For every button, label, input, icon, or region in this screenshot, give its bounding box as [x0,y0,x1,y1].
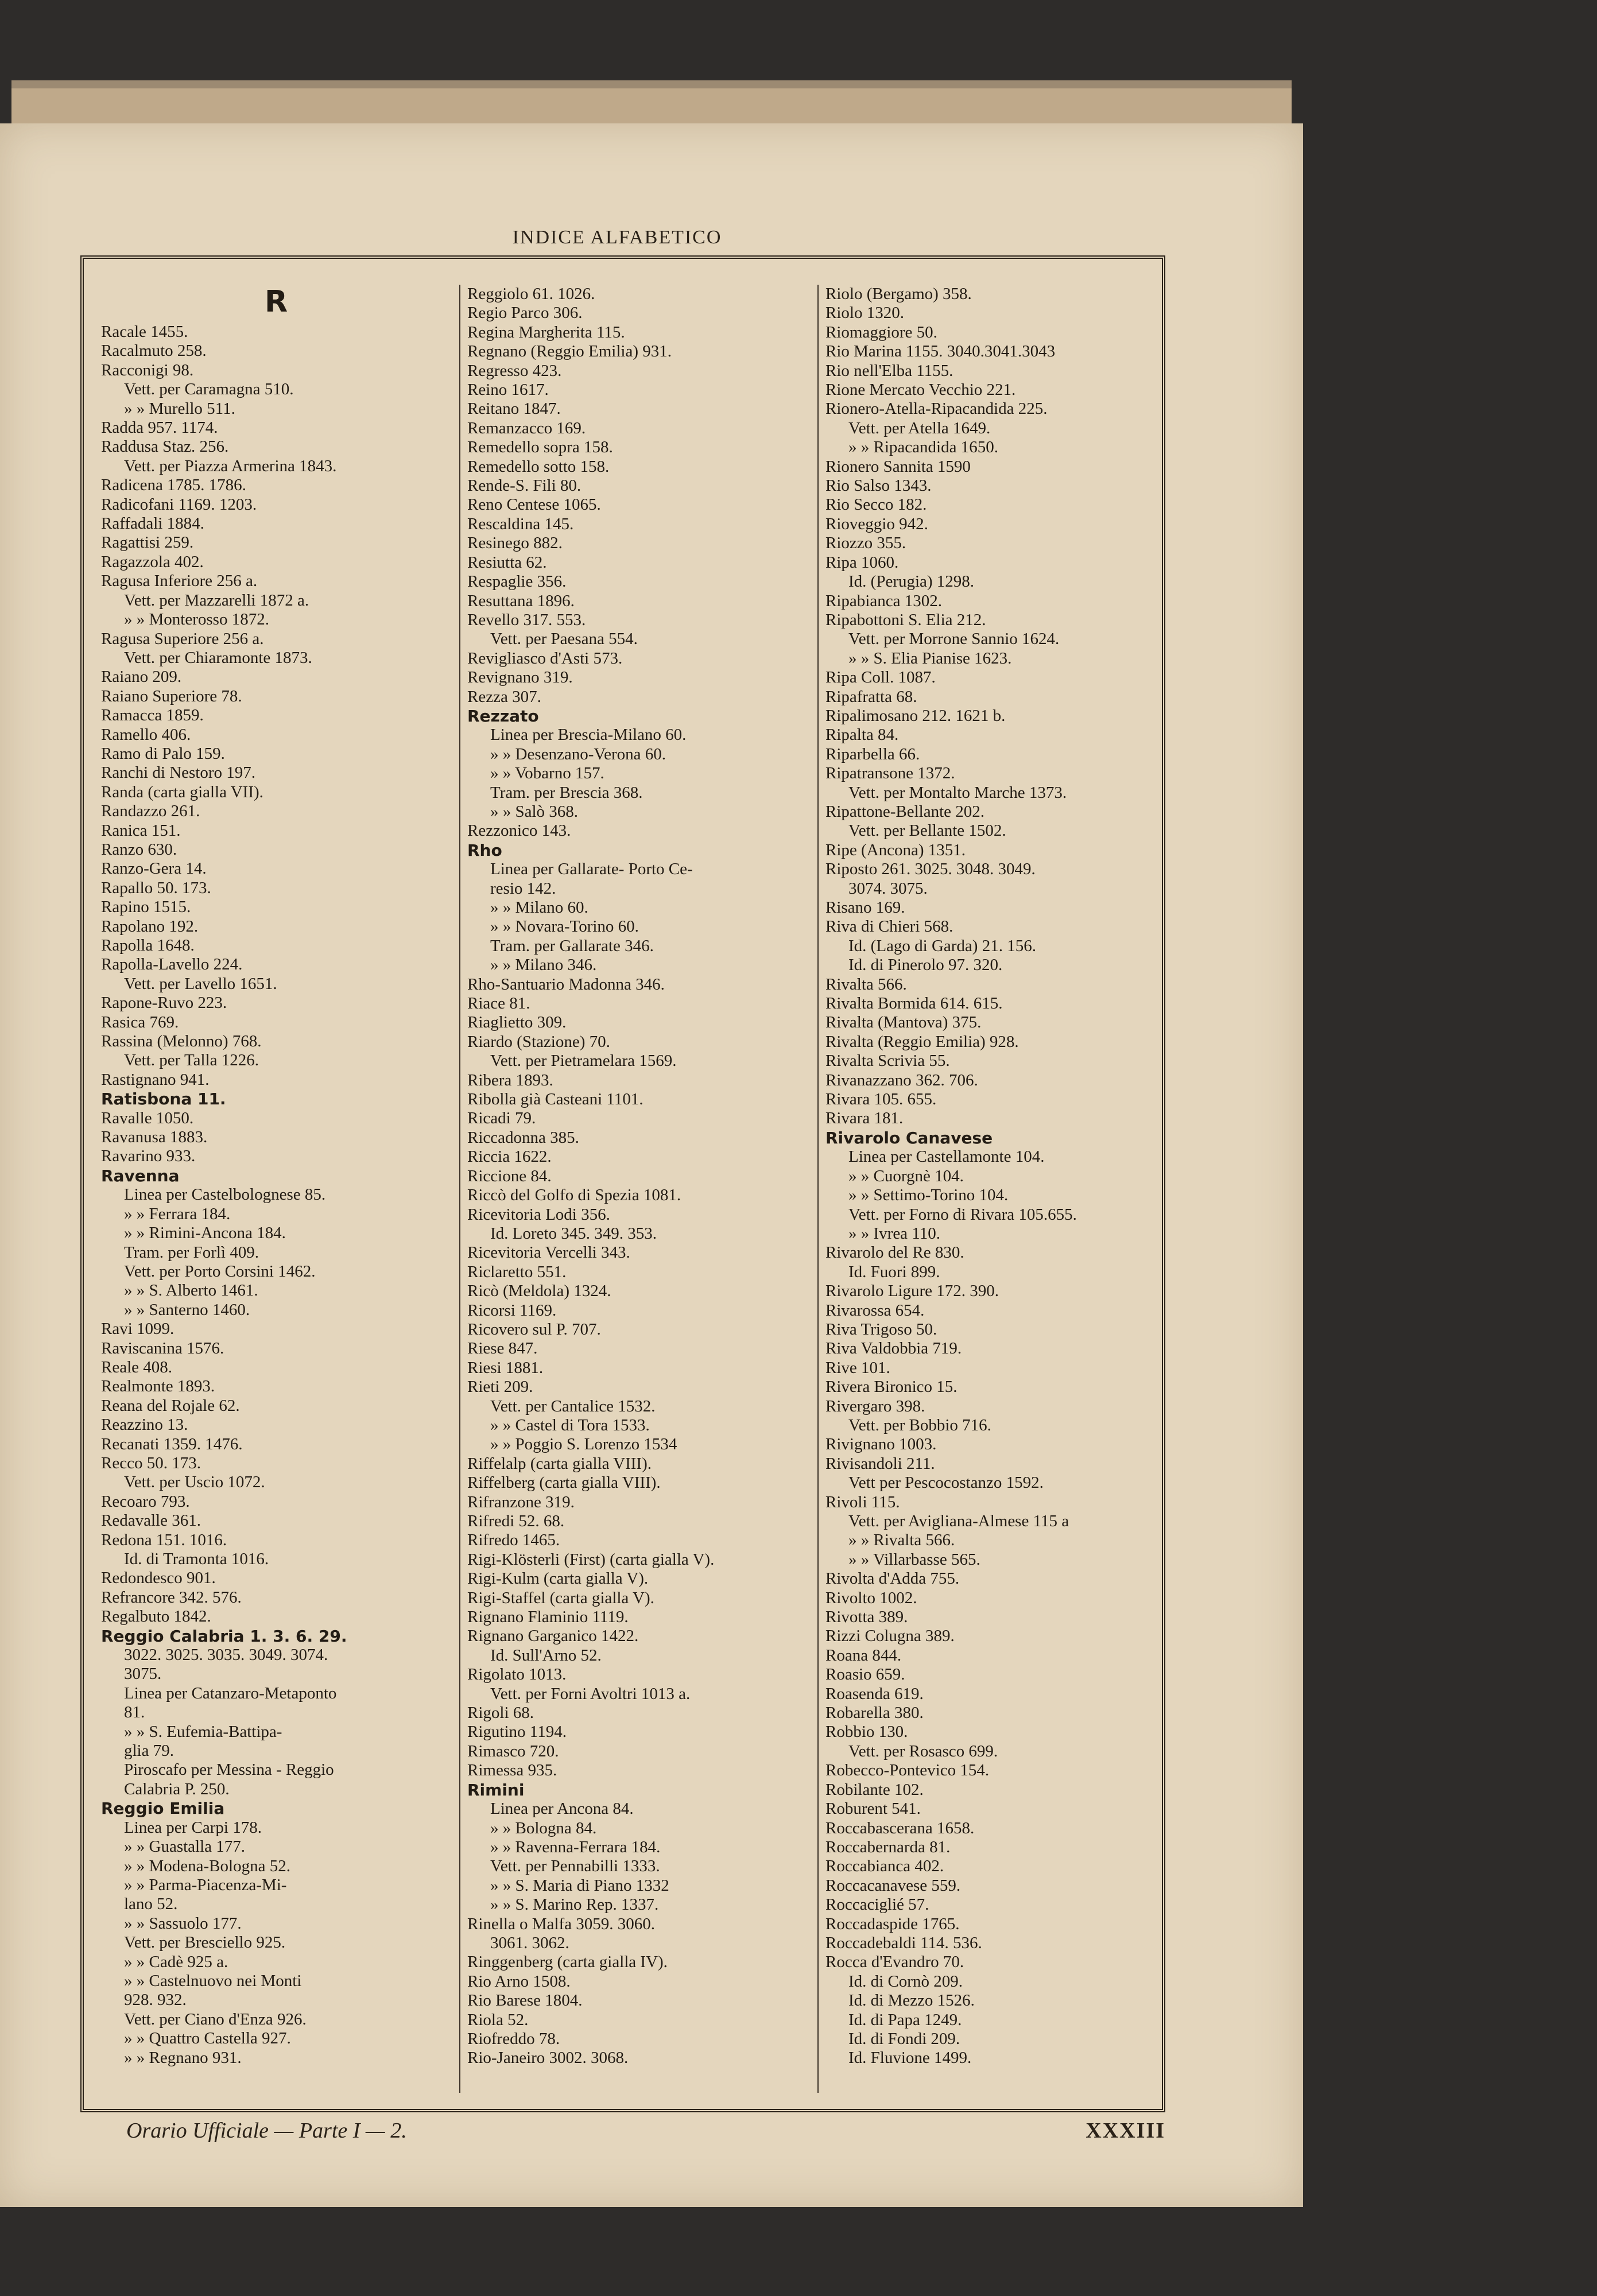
index-entry: Vett. per Atella 1649. [848,418,991,437]
index-entry: » » Milano 346. [490,956,597,975]
index-entry: Remanzacco 169. [467,418,586,437]
index-entry: Ramacca 1859. [101,706,204,725]
index-entry: Radda 957. 1174. [101,418,218,437]
index-entry: Ripafratta 68. [825,687,917,706]
index-entry: Ripalta 84. [825,726,899,744]
index-entry: Linea per Castellamonte 104. [848,1147,1045,1166]
index-entry: Ribolla già Casteani 1101. [467,1090,644,1109]
index-entry: Regina Margherita 115. [467,323,625,342]
index-entry: » » Parma-Piacenza-Mi- [124,1875,287,1894]
index-entry: Vett. per Chiaramonte 1873. [124,648,312,667]
index-entry: 3075. [124,1665,162,1684]
index-entry: Rivara 181. [825,1109,904,1128]
index-entry: Rionero-Atella-Ripacandida 225. [825,400,1048,418]
index-entry: Rigoli 68. [467,1704,534,1723]
index-entry: Rigolato 1013. [467,1665,567,1684]
index-entry: Roccabianca 402. [825,1857,944,1876]
index-entry: Rieti 209. [467,1378,533,1397]
index-entry: Riaglietto 309. [467,1013,567,1032]
index-entry: » » Bologna 84. [490,1818,597,1837]
index-entry: Ripa Coll. 1087. [825,668,936,687]
index-entry: Ricovero sul P. 707. [467,1320,601,1339]
index-entry: 3074. 3075. [848,879,928,898]
index-entry: » » Poggio S. Lorenzo 1534 [490,1435,677,1454]
index-entry: Ricorsi 1169. [467,1301,557,1320]
page-footer [126,2118,1165,2143]
index-entry: Vett. per Avigliana-Almese 115 a [848,1512,1069,1530]
index-entry: Riclaretto 551. [467,1262,567,1281]
index-entry: Robbio 130. [825,1723,908,1742]
index-entry: Rezzato [467,706,539,726]
index-entry: resio 142. [490,879,556,898]
index-entry: Rivolto 1002. [825,1588,917,1607]
index-entry: lano 52. [124,1895,178,1914]
index-entry: Rive 101. [825,1358,890,1377]
index-entry: Reino 1617. [467,381,549,400]
index-entry: Riozzo 355. [825,534,906,553]
index-entry: Id. Fuori 899. [848,1262,940,1281]
index-entry: Rasica 769. [101,1013,179,1031]
index-entry: Rescaldina 145. [467,514,574,533]
index-entry: Rezzonico 143. [467,821,571,840]
index-entry: Ricò (Meldola) 1324. [467,1282,611,1301]
index-entry: » » S. Alberto 1461. [124,1281,258,1300]
index-entry: Resuttana 1896. [467,591,575,610]
index-entry: Remedello sopra 158. [467,438,613,457]
index-entry: Rigi-Staffel (carta gialla V). [467,1588,654,1607]
index-entry: Raiano 209. [101,668,182,687]
index-entry: Rimessa 935. [467,1761,557,1780]
index-entry: Reitano 1847. [467,400,561,418]
index-entry: Ravalle 1050. [101,1108,194,1127]
index-entry: » » Quattro Castella 927. [124,2029,291,2048]
index-entry: Tram. per Gallarate 346. [490,936,654,955]
index-entry: Riolo (Bergamo) 358. [825,285,972,303]
index-entry: » » Santerno 1460. [124,1300,250,1319]
index-entry: Rivergaro 398. [825,1397,925,1415]
index-entry: Vett. per Mazzarelli 1872 a. [124,591,309,610]
index-entry: Recco 50. 173. [101,1453,201,1472]
index-entry: Riofreddo 78. [467,2029,560,2048]
index-entry: Roana 844. [825,1646,902,1665]
index-entry: Vett. per Lavello 1651. [124,974,277,993]
index-entry: » » Ripacandida 1650. [848,438,998,457]
index-entry: Rivalta Scrivia 55. [825,1052,950,1071]
index-entry: Roccadaspide 1765. [825,1914,960,1933]
index-entry: » » S. Elia Pianise 1623. [848,649,1012,668]
index-entry: Ripabottoni S. Elia 212. [825,610,986,629]
index-entry: Reno Centese 1065. [467,495,601,514]
index-entry: Roburent 541. [825,1799,921,1818]
index-entry: Linea per Brescia-Milano 60. [490,726,687,744]
index-entry: Linea per Castelbolognese 85. [124,1185,326,1204]
index-entry: Rivarolo Canavese [825,1128,993,1147]
index-entry: Id. di Tramonta 1016. [124,1550,269,1568]
index-entry: Rigi-Klösterli (First) (carta gialla V). [467,1550,715,1569]
index-entry: Ravanusa 1883. [101,1128,208,1147]
index-entry: Vett. per Piazza Armerina 1843. [124,456,337,475]
index-entry: Id. di Papa 1249. [848,2010,962,2029]
index-entry: Resinego 882. [467,534,563,553]
index-entry: Ravenna [101,1166,180,1185]
index-entry: Rivalta 566. [825,975,907,994]
index-entry: Ripabianca 1302. [825,591,942,610]
index-entry: Racale 1455. [101,323,188,341]
index-entry: Vett. per Cantalice 1532. [490,1397,656,1415]
index-entry: Rifranzone 319. [467,1492,575,1511]
index-entry: Ripattone-Bellante 202. [825,802,985,821]
index-entry: 3061. 3062. [490,1933,569,1952]
index-entry: Randazzo 261. [101,802,200,821]
page-number: XXXIII [1086,2119,1165,2143]
index-column-2 [459,285,817,2093]
index-entry: Riposto 261. 3025. 3048. 3049. [825,860,1036,879]
index-entry: Vett. per Paesana 554. [490,630,638,649]
index-entry: Piroscafo per Messina - Reggio [124,1760,334,1779]
index-entry: Ranzo-Gera 14. [101,859,207,878]
index-entry: » » Ravenna-Ferrara 184. [490,1837,661,1856]
index-frame [80,255,1165,2112]
index-entry: Rapolla 1648. [101,936,195,955]
index-entry: Radicofani 1169. 1203. [101,495,257,514]
index-entry: Rio Secco 182. [825,495,927,514]
index-entry: Riva di Chieri 568. [825,917,953,936]
index-entry: Id. di Cornò 209. [848,1972,963,1991]
index-entry: Recanati 1359. 1476. [101,1434,243,1453]
index-entry: Ripalimosano 212. 1621 b. [825,706,1006,725]
index-entry: Calabria P. 250. [124,1779,230,1798]
index-entry: Id. di Fondi 209. [848,2029,960,2048]
index-entry: Rassina (Melonno) 768. [101,1032,262,1051]
index-entry: Rigi-Kulm (carta gialla V). [467,1569,649,1588]
index-entry: » » Monterosso 1872. [124,610,269,629]
index-entry: Rivoli 115. [825,1492,900,1511]
index-entry: Rignano Flaminio 1119. [467,1608,629,1627]
index-entry: Rivarolo del Re 830. [825,1243,964,1262]
index-entry: Ramello 406. [101,725,191,744]
index-entry: Ragusa Inferiore 256 a. [101,572,258,591]
index-entry: » » Rimini-Ancona 184. [124,1224,286,1243]
index-entry: Rizzi Colugna 389. [825,1627,955,1646]
index-entry: Ravarino 933. [101,1147,196,1166]
index-entry: » » Castelnuovo nei Monti [124,1971,302,1990]
index-entry: Linea per Ancona 84. [490,1799,634,1818]
index-entry: Regio Parco 306. [467,304,583,323]
index-entry: Vett. per Porto Corsini 1462. [124,1262,316,1281]
index-entry: Redona 151. 1016. [101,1530,227,1549]
index-entry: Ragattisi 259. [101,533,194,552]
index-entry: 928. 932. [124,1991,187,2010]
section-letter: R [264,285,288,319]
index-entry: Riola 52. [467,2010,529,2029]
index-entry: Reale 408. [101,1358,173,1376]
index-entry: » » Cadè 925 a. [124,1952,228,1971]
index-entry: Vett per Pescocostanzo 1592. [848,1473,1044,1492]
index-entry: Riolo 1320. [825,304,904,323]
index-entry: Riccò del Golfo di Spezia 1081. [467,1186,681,1205]
index-entry: Riardo (Stazione) 70. [467,1032,610,1051]
index-entry: Roccadebaldi 114. 536. [825,1933,982,1952]
index-entry: Vett. per Montalto Marche 1373. [848,783,1067,802]
index-entry: » » Ivrea 110. [848,1224,940,1243]
index-entry: » » Rivalta 566. [848,1531,955,1550]
index-entry: Riva Trigoso 50. [825,1320,937,1339]
index-entry: Rifredo 1465. [467,1531,560,1550]
index-entry: Rioveggio 942. [825,514,928,533]
index-entry: Ramo di Palo 159. [101,744,225,763]
index-entry: Risano 169. [825,898,905,917]
index-entry: Vett. per Morrone Sannio 1624. [848,630,1060,649]
index-entry: Vett. per Caramagna 510. [124,380,294,399]
index-entry: Vett. per Forno di Rivara 105.655. [848,1205,1077,1224]
index-entry: » » Ferrara 184. [124,1204,231,1223]
index-entry: » » Settimo-Torino 104. [848,1186,1009,1205]
index-entry: Rione Mercato Vecchio 221. [825,381,1016,400]
index-entry: Respaglie 356. [467,572,567,591]
index-entry: Reggio Calabria 1. 3. 6. 29. [101,1626,347,1646]
index-entry: Ricadi 79. [467,1109,536,1128]
index-entry: Ripe (Ancona) 1351. [825,840,966,859]
index-entry: Id. di Mezzo 1526. [848,1991,975,2010]
index-entry: Vett. per Bobbio 716. [848,1415,991,1434]
index-entry: Ripatransone 1372. [825,764,955,783]
index-entry: Revignano 319. [467,668,573,687]
index-entry: 3022. 3025. 3035. 3049. 3074. [124,1646,328,1665]
index-entry: Rimini [467,1780,525,1799]
index-entry: Rivarolo Ligure 172. 390. [825,1282,999,1301]
index-entry: Rende-S. Fili 80. [467,476,582,495]
index-entry: Rezza 307. [467,687,541,706]
index-entry: Roccabernarda 81. [825,1837,951,1856]
index-entry: Vett. per Rosasco 699. [848,1742,998,1760]
index-entry: Linea per Catanzaro-Metaponto [124,1684,337,1702]
index-entry: Vett. per Bresciello 925. [124,1933,286,1952]
index-entry: Rho-Santuario Madonna 346. [467,975,665,994]
index-entry: Rio Arno 1508. [467,1972,571,1991]
index-entry: Reana del Rojale 62. [101,1396,240,1415]
index-entry: Id. di Pinerolo 97. 320. [848,956,1003,975]
index-entry: Rocca d'Evandro 70. [825,1953,964,1972]
index-entry: Rigutino 1194. [467,1723,567,1742]
index-entry: Rapolla-Lavello 224. [101,955,243,974]
index-entry: Ragazzola 402. [101,552,204,571]
index-entry: Vett. per Pietramelara 1569. [490,1052,677,1071]
index-entry: Tram. per Forlì 409. [124,1243,259,1262]
index-entry: Reggiolo 61. 1026. [467,285,595,303]
index-column-1 [101,285,451,2093]
index-entry: Ratisbona 11. [101,1089,226,1109]
index-entry: Roasenda 619. [825,1684,924,1703]
index-entry: Id. (Perugia) 1298. [848,572,975,591]
index-entry: Vett. per Pennabilli 1333. [490,1857,660,1876]
index-entry: Riese 847. [467,1339,538,1358]
index-entry: Roasio 659. [825,1665,905,1684]
index-entry: Riomaggiore 50. [825,323,937,342]
index-entry: Vett. per Bellante 1502. [848,821,1006,840]
index-entry: Rivanazzano 362. 706. [825,1071,978,1089]
index-entry: » » Regnano 931. [124,2048,242,2067]
index-entry: Ringgenberg (carta gialla IV). [467,1953,668,1972]
index-entry: Reggio Emilia [101,1799,225,1818]
index-entry: Rivara 105. 655. [825,1090,937,1109]
index-entry: » » Sassuolo 177. [124,1914,242,1933]
index-entry: » » S. Maria di Piano 1332 [490,1876,669,1895]
index-entry: Riace 81. [467,994,530,1013]
index-entry: » » S. Marino Rep. 1337. [490,1895,659,1914]
index-entry: Rapone-Ruvo 223. [101,994,227,1013]
index-entry: Rastignano 941. [101,1070,210,1089]
index-entry: » » Cuorgnè 104. [848,1166,964,1185]
index-entry: Ranchi di Nestoro 197. [101,763,256,782]
index-entry: Roccacanavese 559. [825,1876,961,1895]
index-entry: Ranica 151. [101,821,181,840]
index-entry: Ricevitoria Vercelli 343. [467,1243,630,1262]
index-entry: Redondesco 901. [101,1569,216,1588]
index-entry: Rivalta (Reggio Emilia) 928. [825,1032,1019,1051]
index-entry: Riffelalp (carta gialla VIII). [467,1454,652,1473]
index-entry: Rionero Sannita 1590 [825,457,971,476]
index-entry: Riccione 84. [467,1166,552,1185]
index-entry: Rimasco 720. [467,1742,559,1760]
index-entry: Redavalle 361. [101,1511,201,1530]
index-entry: Rignano Garganico 1422. [467,1627,639,1646]
index-entry: Rivisandoli 211. [825,1454,935,1473]
index-entry: Regnano (Reggio Emilia) 931. [467,342,672,361]
index-entry: Riccia 1622. [467,1147,552,1166]
index-entry: Raffadali 1884. [101,514,204,533]
index-entry: Ribera 1893. [467,1071,553,1089]
index-entry: Recoaro 793. [101,1492,190,1511]
index-entry: Rapallo 50. 173. [101,878,211,897]
page-header: INDICE ALFABETICO [512,227,722,248]
index-entry: Racalmuto 258. [101,342,207,360]
index-entry: Rapino 1515. [101,898,191,917]
index-entry: Refrancore 342. 576. [101,1588,242,1607]
index-entry: Rio Barese 1804. [467,1991,583,2010]
index-entry: Vett. per Uscio 1072. [124,1473,265,1492]
index-entry: Rivarossa 654. [825,1301,925,1320]
index-entry: » » Milano 60. [490,898,588,917]
index-entry: Riccadonna 385. [467,1128,579,1147]
index-entry: » » Modena-Bologna 52. [124,1856,290,1875]
index-entry: Ripa 1060. [825,553,899,572]
index-entry: Rho [467,840,502,860]
index-entry: » » Novara-Torino 60. [490,917,639,936]
index-entry: Robarella 380. [825,1704,924,1723]
index-entry: Rivera Bironico 15. [825,1378,958,1397]
index-entry: Remedello sotto 158. [467,457,610,476]
index-entry: Rivignano 1003. [825,1435,937,1454]
index-entry: Realmonte 1893. [101,1377,215,1396]
index-entry: Raddusa Staz. 256. [101,437,229,456]
index-entry: Vett. per Talla 1226. [124,1051,259,1070]
index-entry: Linea per Gallarate- Porto Ce- [490,860,693,879]
index-entry: Riva Valdobbia 719. [825,1339,962,1358]
index-entry: glia 79. [124,1742,174,1760]
index-entry: Revello 317. 553. [467,610,586,629]
index-entry: Regresso 423. [467,361,562,380]
index-entry: Rio Marina 1155. 3040.3041.3043 [825,342,1056,361]
index-entry: Rivolta d'Adda 755. [825,1569,960,1588]
index-entry: Rinella o Malfa 3059. 3060. [467,1914,656,1933]
index-entry: Id. Sull'Arno 52. [490,1646,602,1665]
index-column-3 [817,285,1176,2093]
index-entry: Linea per Carpi 178. [124,1818,262,1837]
index-entry: » » Desenzano-Verona 60. [490,744,666,763]
index-entry: Rio Salso 1343. [825,476,932,495]
index-entry: » » Guastalla 177. [124,1837,246,1856]
index-entry: Radicena 1785. 1786. [101,476,246,495]
index-entry: Racconigi 98. [101,360,194,379]
footer-title: Orario Ufficiale — Parte I — 2. [126,2119,407,2143]
index-entry: Randa (carta gialla VII). [101,782,263,801]
index-entry: Roccaciglié 57. [825,1895,929,1914]
index-entry: Rivalta Bormida 614. 615. [825,994,1003,1013]
index-entry: Riesi 1881. [467,1358,544,1377]
index-entry: Ragusa Superiore 256 a. [101,629,264,648]
index-entry: Rifredi 52. 68. [467,1512,565,1530]
index-entry: Ravi 1099. [101,1320,175,1339]
index-entry: Riparbella 66. [825,744,920,763]
index-entry: » » Villarbasse 565. [848,1550,980,1569]
index-entry: Regalbuto 1842. [101,1607,211,1626]
index-entry: Id. Loreto 345. 349. 353. [490,1224,657,1243]
index-entry: 81. [124,1703,145,1722]
index-entry: Id. (Lago di Garda) 21. 156. [848,936,1036,955]
index-entry: Revigliasco d'Asti 573. [467,649,623,668]
index-entry: Roccabascerana 1658. [825,1818,975,1837]
index-entry: Reazzino 13. [101,1415,188,1434]
index-entry: Vett. per Ciano d'Enza 926. [124,2010,307,2029]
index-entry: Vett. per Forni Avoltri 1013 a. [490,1684,691,1703]
index-entry: » » Salò 368. [490,802,579,821]
index-entry: » » Castel di Tora 1533. [490,1415,650,1434]
index-entry: » » Vobarno 157. [490,764,604,783]
index-entry: Resiutta 62. [467,553,547,572]
index-entry: Rio nell'Elba 1155. [825,361,953,380]
index-entry: Rapolano 192. [101,917,199,936]
index-entry: Tram. per Brescia 368. [490,783,643,802]
index-entry: Robilante 102. [825,1780,924,1799]
index-entry: Rivalta (Mantova) 375. [825,1013,982,1032]
index-entry: Rio-Janeiro 3002. 3068. [467,2049,629,2068]
index-entry: Ranzo 630. [101,840,177,859]
index-entry: Robecco-Pontevico 154. [825,1761,990,1780]
index-entry: Raiano Superiore 78. [101,687,242,705]
index-entry: » » S. Eufemia-Battipa- [124,1722,282,1741]
index-entry: Raviscanina 1576. [101,1339,224,1358]
index-entry: Rivotta 389. [825,1608,908,1627]
index-entry: Riffelberg (carta gialla VIII). [467,1473,661,1492]
index-entry: » » Murello 511. [124,399,235,418]
index-entry: Ricevitoria Lodi 356. [467,1205,610,1224]
index-entry: Id. Fluvione 1499. [848,2049,972,2068]
